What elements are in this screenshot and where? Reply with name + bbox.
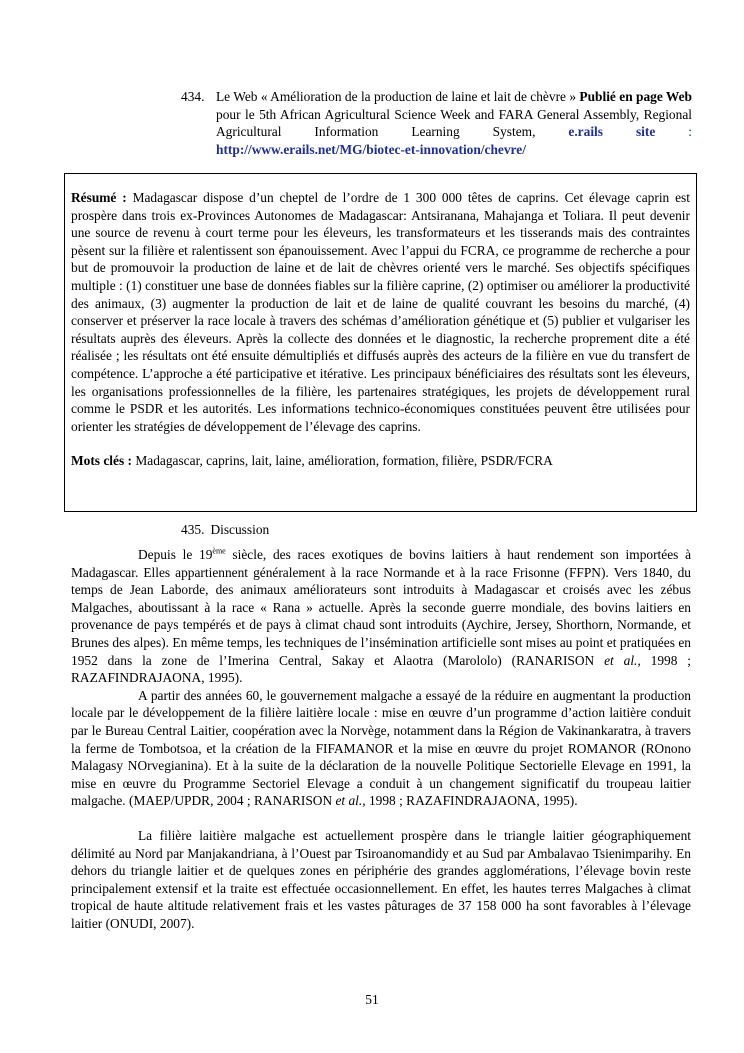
- reference-event: pour le 5th African Agricultural Science Week and FARA General Assembly, Regional Agricultural Information Learning System,: [216, 106, 692, 140]
- paragraph-1-part-c: 1998 ; RAZAFINDRAJAONA, 1995).: [71, 652, 691, 686]
- keywords-label: Mots clés :: [71, 453, 132, 469]
- abstract-paragraph: [71, 189, 690, 435]
- keywords-line: [71, 452, 690, 470]
- reference-url-link[interactable]: http://www.erails.net/MG/biotec-et-innovation/chevre/: [216, 141, 526, 157]
- reference-published: Publié en page Web: [579, 89, 692, 104]
- paragraph-1-et-al: et al.,: [604, 652, 641, 668]
- abstract-text: Madagascar dispose d’un cheptel de l’ordre de 1 300 000 têtes de caprins. Cet élevage caprin est prospère dans trois ex-Provinces Autonomes de Madagascar: Antsiranana, Mahajanga et Toliara. Il peut devenir une source de revenu à court terme pour les éleveurs, les transformateurs et les tisserands mais des contraintes pèsent sur la filière et ralentissent son épanouissement. Avec l’appui du FCRA, ce programme de recherche a pour but de promouvoir la production de laine et de lait de chèvres orienté vers le marché. Ses objectifs spécifiques multiple : (1) constituer une base de données fiables sur la filière caprine, (2) optimiser ou améliorer la productivité des animaux, (3) augmenter la production de lait et de laine de qualité couvrant les besoins du marché, (4) conserver et préserver la race locale à travers des schémas d’amélioration génétique et (5) publier et vulgariser les résultats auprès des éleveurs. Après la collecte des données et le diagnostic, la recherche proprement dite a été réalisée ; les résultats ont été ensuite démultipliés et diffusés auprès des acteurs de la filière en vue du transfert de compétence. L’approche a été participative et itérative. Les principaux bénéficiaires des résultats sont les éleveurs, les organisations professionnelles de la filière, les partenaires stratégiques, les projets de développement rural comme le PSDR et les autorités. Les informations technico-économiques constituées peuvent être utilisées pour orienter les stratégies de développement de l’élevage des caprins.: [71, 190, 690, 434]
- paragraph-2-part-b: 1998 ; RAZAFINDRAJAONA, 1995).: [365, 793, 578, 809]
- discussion-body: [71, 546, 691, 932]
- section-title: Discussion: [210, 522, 270, 537]
- reference-text: [216, 88, 692, 158]
- abstract-label: Résumé :: [71, 190, 127, 205]
- abstract-box: [64, 173, 697, 512]
- keywords-text: Madagascar, caprins, lait, laine, amélioration, formation, filière, PSDR/FCRA: [135, 453, 553, 469]
- reference-number: 434.: [181, 89, 205, 104]
- paragraph-2: [71, 687, 691, 810]
- paragraph-2-part-a: A partir des années 60, le gouvernement malgache a essayé de la réduire en augmentant la production locale par le développement de la filière laitière locale : mise en œuvre d’un programme d’action laitière conduit par le Bureau Central Laitier, coopération avec la Norvège, notamment dans la Région de Vakinankaratra, à travers la ferme de Tombotsoa, et la création de la FIFAMANOR et la mise en œuvre du projet ROMANOR (ROnono Malagasy NOrvegianina). Et à la suite de la déclaration de la nouvelle Politique Sectorielle Elevage en 1991, la mise en œuvre du Programme Sectoriel Elevage a conduit à un changement significatif du troupeau laitier malgache. (MAEP/UPDR, 2004 ; RANARISON: [71, 687, 691, 809]
- page-number: 51: [365, 992, 379, 1007]
- paragraph-1: [71, 546, 691, 687]
- paragraph-1-part-b: siècle, des races exotiques de bovins laitiers à haut rendement son importées à Madagascar. Elles appartiennent généralement à la race Normande et à la race Frisonne (FFPN). Vers 1840, du temps de Jean Laborde, des animaux améliorateurs sont introduits à Madagascar et croisés avec les zébus Malgaches, aboutissant à la race « Rana » actuelle. Après la seconde guerre mondiale, des bovins laitiers en provenance de pays tempérés et de pays à climat chaud sont introduits (Aychire, Jersey, Shorthorn, Normande, et Brunes des alpes). En même temps, les techniques de l’insémination artificielle sont mises au point et pratiquées en 1952 dans la zone de l’Imerina Central, Sakay et Alaotra (Marololo) (RANARISON: [71, 547, 692, 668]
- section-heading: [181, 521, 269, 539]
- superscript-eme: ème: [212, 546, 226, 556]
- paragraph-gap: [71, 810, 691, 827]
- paragraph-1-part-a: Depuis le 19: [138, 547, 213, 562]
- paragraph-3: La filière laitière malgache est actuellement prospère dans le triangle laitier géographiquement délimité au Nord par Manjakandriana, à l’Ouest par Tsiroanomandidy et au Sud par Ambalavao Tsienimparihy. En dehors du triangle laitier et de quelques zones en périphérie des grandes agglomérations, l’élevage bovin reste principalement extensif et la traite est effectuée occasionnellement. En effet, les hautes terres Malgaches à climat tropical de haute altitude relativement frais et les vastes pâturages de 37 158 000 ha sont favorables à l’élevage laitier (ONUDI, 2007).: [71, 827, 691, 931]
- reference-lead: Le Web « Amélioration de la production de laine et lait de chèvre »: [216, 89, 577, 104]
- section-number: 435.: [181, 522, 205, 537]
- reference-colon: :: [688, 124, 692, 140]
- reference-entry-434: [181, 88, 692, 158]
- reference-site-label[interactable]: e.rails site: [568, 124, 656, 140]
- paragraph-2-et-al: et al.,: [335, 793, 366, 809]
